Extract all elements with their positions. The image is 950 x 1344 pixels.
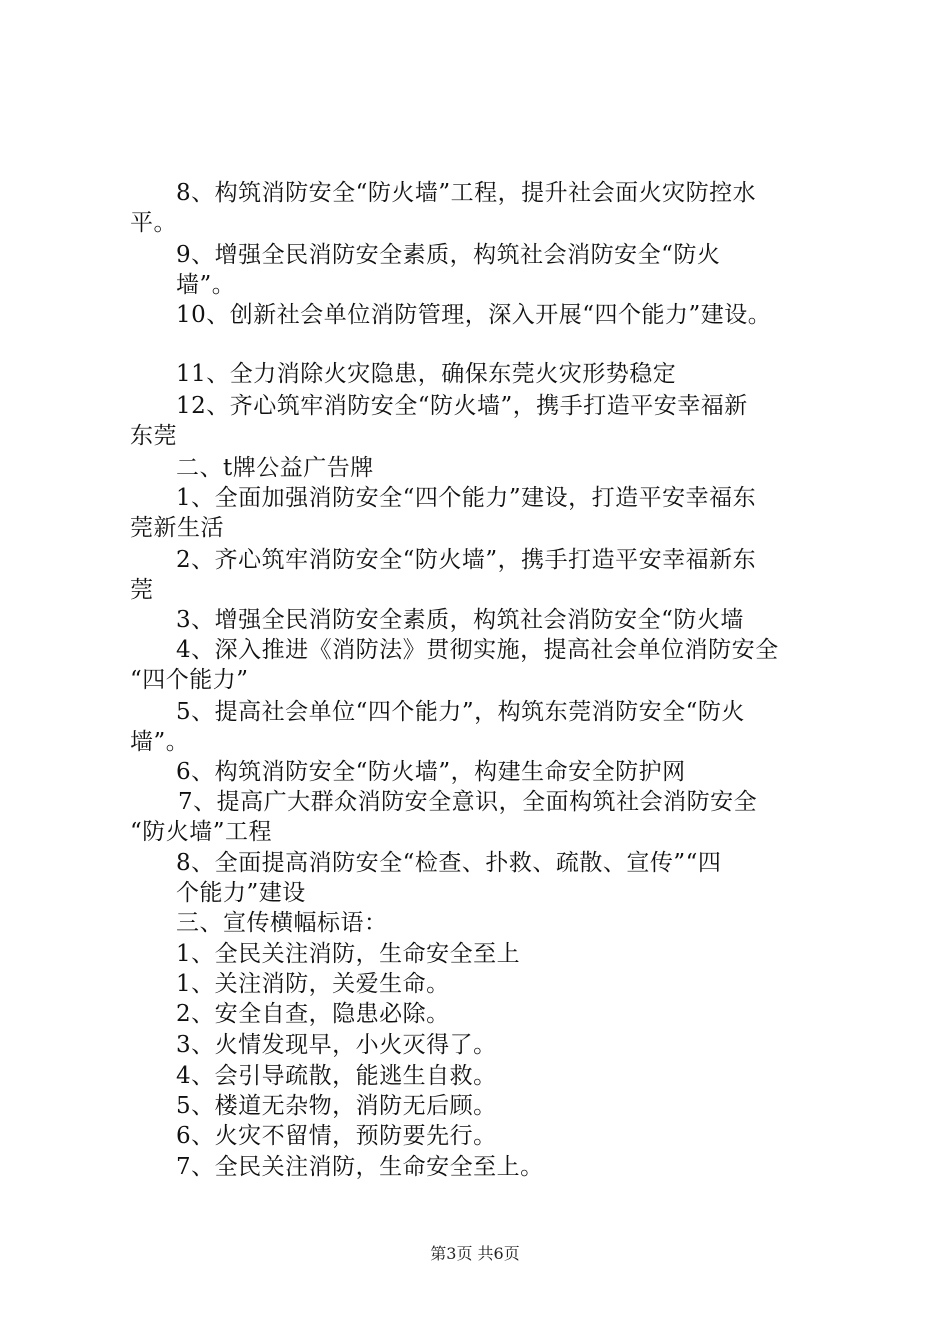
text-line: 12、齐心筑牢消防安全“防火墙”，携手打造平安幸福新: [176, 393, 748, 419]
text-line: 3、增强全民消防安全素质，构筑社会消防安全“防火墙: [176, 607, 744, 633]
text-line: 10、创新社会单位消防管理，深入开展“四个能力”建设。: [176, 302, 772, 328]
text-line: 5、提高社会单位“四个能力”，构筑东莞消防安全“防火: [176, 699, 745, 725]
text-line: 1、全面加强消防安全“四个能力”建设，打造平安幸福东: [176, 485, 757, 511]
text-line: 7、提高广大群众消防安全意识，全面构筑社会消防安全: [178, 789, 758, 815]
text-line: “四个能力”: [130, 667, 249, 693]
text-line: 东莞: [130, 423, 177, 449]
text-line: 莞新生活: [130, 515, 224, 541]
text-line: “防火墙”工程: [130, 819, 273, 845]
text-line: 5、楼道无杂物，消防无后顾。: [176, 1093, 497, 1119]
text-line: 8、构筑消防安全“防火墙”工程，提升社会面火灾防控水: [176, 180, 757, 206]
text-line: 6、构筑消防安全“防火墙”，构建生命安全防护网: [176, 759, 686, 785]
text-line: 墙”。: [130, 729, 190, 755]
text-line: 平。: [130, 210, 177, 236]
text-line: 2、齐心筑牢消防安全“防火墙”，携手打造平安幸福新东: [176, 547, 757, 573]
text-line: 3、火情发现早，小火灭得了。: [176, 1032, 497, 1058]
text-line: 1、关注消防，关爱生命。: [176, 971, 450, 997]
text-line: 4、会引导疏散，能逃生自救。: [176, 1063, 497, 1089]
text-line: 9、增强全民消防安全素质，构筑社会消防安全“防火: [176, 242, 721, 268]
text-line: 11、全力消除火灾隐患，确保东莞火灾形势稳定: [176, 361, 677, 387]
text-line: 1、全民关注消防，生命安全至上: [176, 941, 521, 967]
text-line: 6、火灾不留情，预防要先行。: [176, 1123, 497, 1149]
section-heading: 三、宣传横幅标语：: [176, 910, 388, 936]
section-heading: 二、t牌公益广告牌: [176, 455, 374, 481]
text-line: 7、全民关注消防，生命安全至上。: [176, 1154, 544, 1180]
page-number-footer: 第3页 共6页: [430, 1244, 520, 1263]
text-line: 墙”。: [176, 272, 236, 298]
text-line: 2、安全自查，隐患必除。: [176, 1001, 450, 1027]
text-line: 4、深入推进《消防法》贯彻实施，提高社会单位消防安全: [176, 637, 779, 663]
text-line: 莞: [130, 577, 154, 603]
text-line: 8、全面提高消防安全“检查、扑救、疏散、宣传”“四: [176, 850, 722, 876]
text-line: 个能力”建设: [176, 880, 306, 906]
